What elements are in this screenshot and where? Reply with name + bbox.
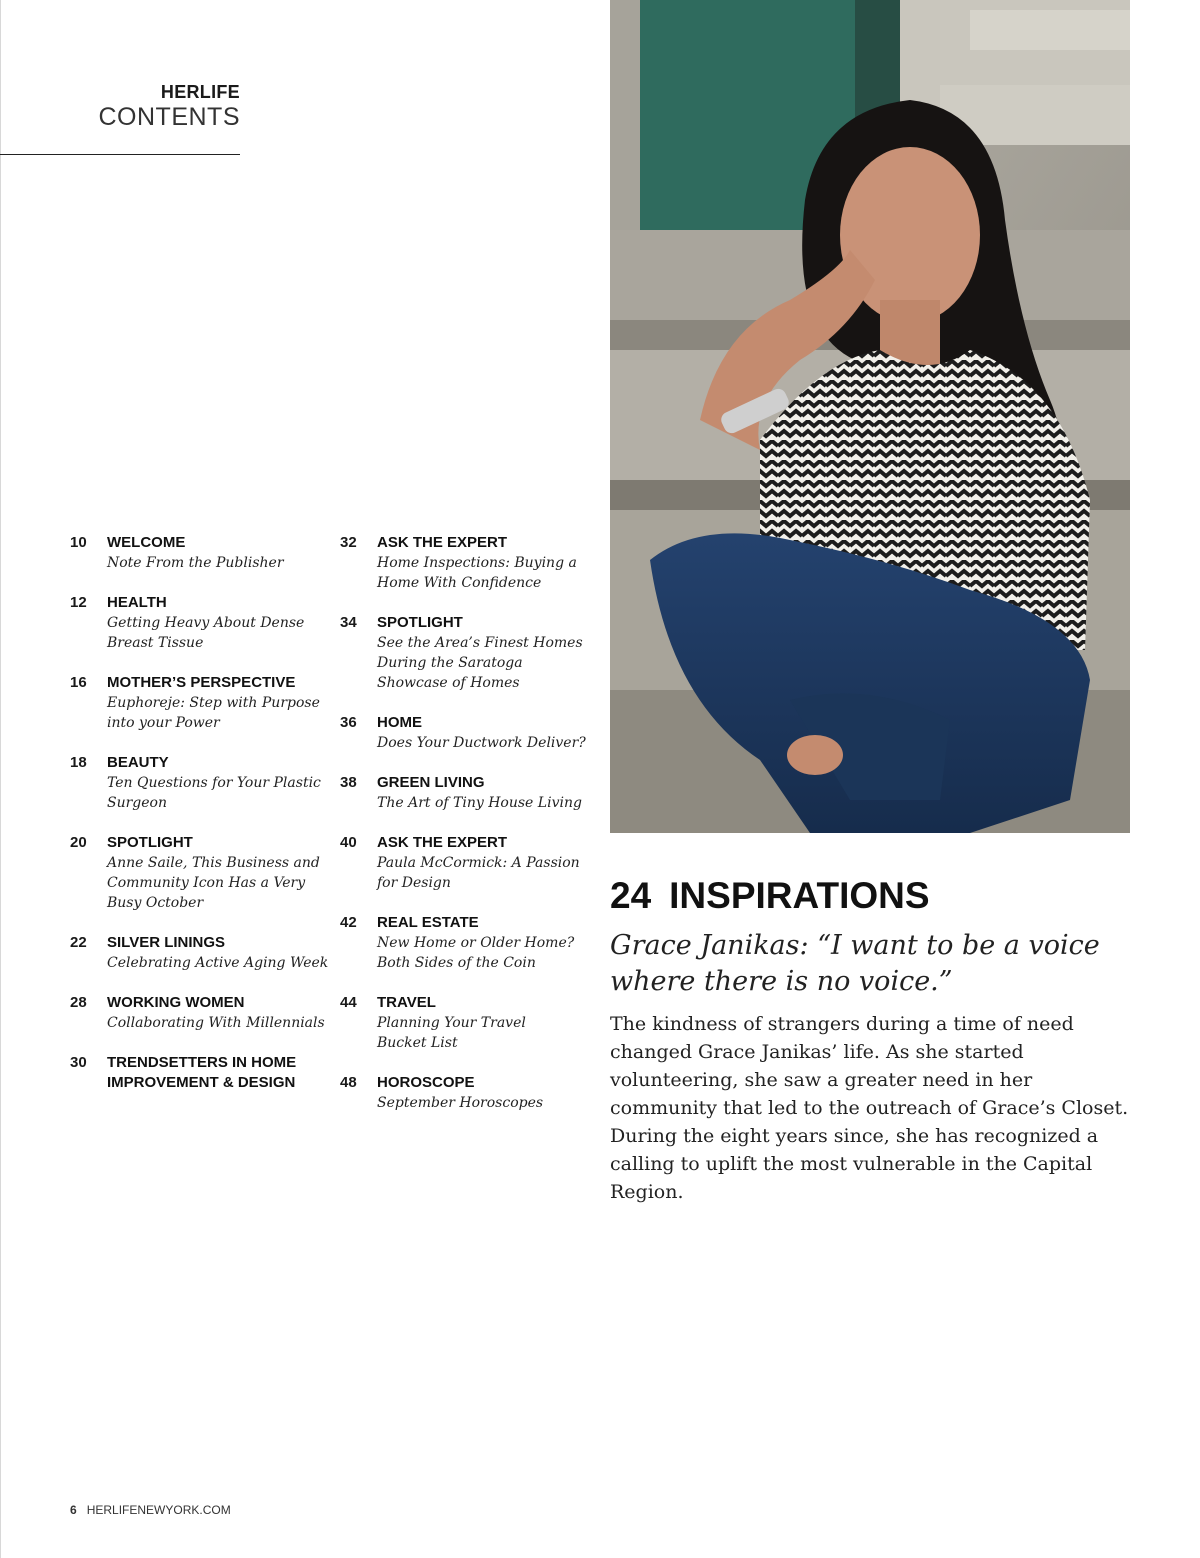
toc-subtitle: September Horoscopes	[377, 1095, 544, 1111]
toc-subtitle: Getting Heavy About Dense Breast Tissue	[107, 615, 305, 651]
toc-subtitle: Does Your Ductwork Deliver?	[377, 735, 586, 751]
toc-entry[interactable]	[70, 933, 330, 973]
featured-story[interactable]	[610, 872, 1130, 1206]
toc-page-number: 38	[340, 774, 357, 791]
masthead-divider	[0, 154, 240, 155]
toc-page-number: 34	[340, 614, 357, 631]
toc-subtitle: New Home or Older Home? Both Sides of the Coin	[377, 935, 575, 971]
toc-title: REAL ESTATE	[377, 914, 479, 931]
toc-page-number: 18	[70, 754, 87, 771]
toc-subtitle: Planning Your Travel Bucket List	[377, 1015, 526, 1051]
feature-title: INSPIRATIONS	[669, 875, 930, 916]
toc-page-number: 40	[340, 834, 357, 851]
toc-title: SPOTLIGHT	[377, 614, 463, 631]
toc-page-number: 10	[70, 534, 87, 551]
toc-subtitle: Euphoreje: Step with Purpose into your Power	[107, 695, 320, 731]
page-footer	[70, 1503, 231, 1517]
toc-title: GREEN LIVING	[377, 774, 485, 791]
toc-subtitle: Ten Questions for Your Plastic Surgeon	[107, 775, 321, 811]
footer-page-number: 6	[70, 1503, 77, 1517]
toc-title: TRENDSETTERS IN HOME IMPROVEMENT & DESIGN	[107, 1054, 297, 1091]
toc-entry[interactable]	[70, 1053, 330, 1093]
toc-subtitle: The Art of Tiny House Living	[377, 795, 582, 811]
toc-page-number: 16	[70, 674, 87, 691]
footer-website: HERLIFENEWYORK.COM	[86, 1503, 231, 1517]
toc-title: SPOTLIGHT	[107, 834, 193, 851]
toc-title: HOROSCOPE	[377, 1074, 475, 1091]
toc-entry[interactable]	[340, 533, 600, 593]
toc-entry[interactable]	[70, 673, 330, 733]
toc-entry[interactable]	[340, 1073, 600, 1113]
toc-title: ASK THE EXPERT	[377, 534, 508, 551]
toc-entry[interactable]	[340, 773, 600, 813]
toc-subtitle: Celebrating Active Aging Week	[107, 955, 329, 971]
magazine-brand: HERLIFE	[160, 82, 240, 102]
toc-title: TRAVEL	[377, 994, 436, 1011]
toc-page-number: 42	[340, 914, 357, 931]
toc-entry[interactable]	[340, 993, 600, 1053]
toc-subtitle: Collaborating With Millennials	[107, 1015, 325, 1031]
toc-entry[interactable]	[70, 593, 330, 653]
toc-subtitle: Paula McCormick: A Passion for Design	[377, 855, 580, 891]
toc-title: WORKING WOMEN	[107, 994, 245, 1011]
toc-subtitle: Home Inspections: Buying a Home With Confidence	[377, 555, 577, 591]
feature-page-number: 24	[610, 875, 652, 916]
toc-page-number: 22	[70, 934, 87, 951]
toc-column-left	[70, 533, 330, 1113]
toc-title: MOTHER’S PERSPECTIVE	[107, 674, 296, 691]
toc-page-number: 20	[70, 834, 87, 851]
feature-photo	[610, 0, 1130, 833]
toc-title: HEALTH	[107, 594, 167, 611]
toc-entry[interactable]	[70, 833, 330, 913]
toc-title: WELCOME	[107, 534, 186, 551]
toc-page-number: 28	[70, 994, 87, 1011]
toc-title: HOME	[377, 714, 422, 731]
toc-entry[interactable]	[70, 753, 330, 813]
toc-entry[interactable]	[340, 613, 600, 693]
toc-entry[interactable]	[340, 833, 600, 893]
section-title: CONTENTS	[98, 103, 240, 131]
toc-page-number: 44	[340, 994, 357, 1011]
feature-heading	[610, 872, 1130, 920]
toc-title: ASK THE EXPERT	[377, 834, 508, 851]
feature-quote: Grace Janikas: “I want to be a voice where there is no voice.”	[610, 930, 1100, 997]
masthead	[0, 82, 240, 132]
toc-subtitle: Note From the Publisher	[107, 555, 284, 571]
toc-subtitle: Anne Saile, This Business and Community Icon Has a Very Busy October	[107, 855, 320, 911]
toc-page-number: 12	[70, 594, 87, 611]
toc-entry[interactable]	[340, 913, 600, 973]
toc-entry[interactable]	[70, 533, 330, 573]
toc-page-number: 30	[70, 1054, 87, 1071]
toc-entry[interactable]	[70, 993, 330, 1033]
toc-title: SILVER LININGS	[107, 934, 226, 951]
feature-body: The kindness of strangers during a time of need changed Grace Janikas’ life. As she started volunteering, she saw a greater need in her community that led to the outreach of Grace’s Closet. During the eight years since, she has recognized a calling to uplift the most vulnerable in the Capital Region.	[610, 1013, 1129, 1203]
toc-column-right	[340, 533, 600, 1133]
toc-page-number: 36	[340, 714, 357, 731]
toc-page-number: 48	[340, 1074, 357, 1091]
toc-entry[interactable]	[340, 713, 600, 753]
toc-title: BEAUTY	[107, 754, 169, 771]
toc-page-number: 32	[340, 534, 357, 551]
toc-subtitle: See the Area’s Finest Homes During the Saratoga Showcase of Homes	[377, 635, 583, 691]
